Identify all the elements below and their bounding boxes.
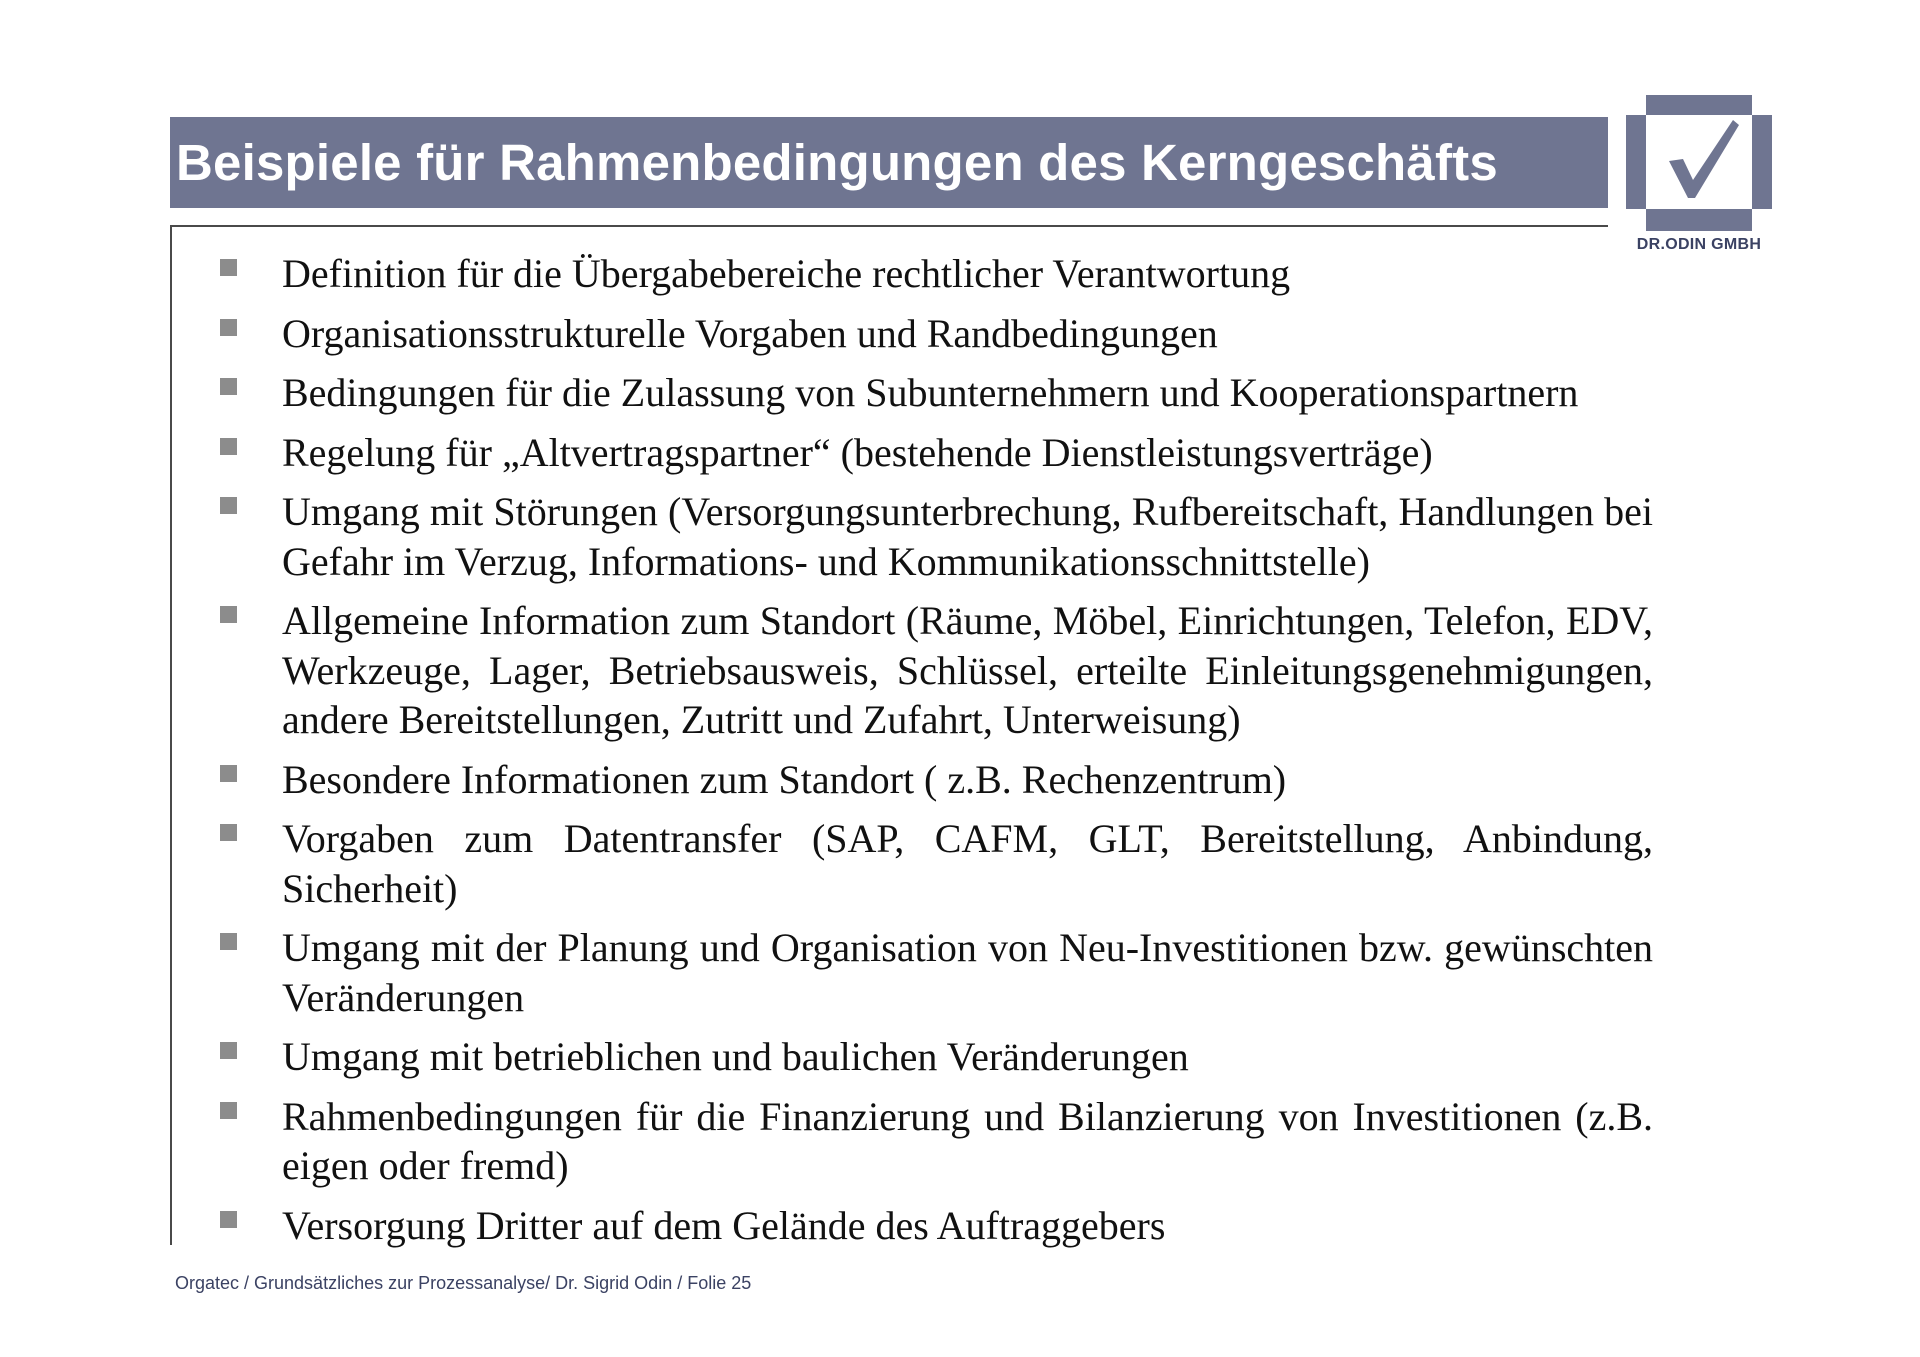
- list-item: [220, 487, 1653, 586]
- slide-title: Beispiele für Rahmenbedingungen des Kerngeschäfts: [176, 134, 1498, 191]
- list-item-text: Umgang mit betrieblichen und baulichen Veränderungen: [282, 1034, 1189, 1079]
- company-name: DR.ODIN GMBH: [1636, 236, 1762, 253]
- list-item: [220, 814, 1653, 913]
- list-item-text: Umgang mit der Planung und Organisation von Neu-Investitionen bzw. gewünschten Veränderungen: [282, 925, 1653, 1020]
- square-bullet-icon: [220, 765, 237, 782]
- list-item-text: Regelung für „Altvertragspartner“ (bestehende Dienstleistungsverträge): [282, 429, 1433, 475]
- checkmark-icon: [1626, 95, 1772, 231]
- square-bullet-icon: [220, 497, 237, 514]
- list-item: [220, 309, 1653, 359]
- list-item-text: Vorgaben zum Datentransfer (SAP, CAFM, GLT, Bereitstellung, Anbindung, Sicherheit): [282, 816, 1653, 911]
- list-item: [220, 1032, 1653, 1082]
- list-item: [220, 923, 1653, 1022]
- list-item: [220, 596, 1653, 745]
- list-item: [220, 755, 1653, 805]
- square-bullet-icon: [220, 933, 237, 950]
- square-bullet-icon: [220, 824, 237, 841]
- list-item: [220, 249, 1653, 299]
- list-item: [220, 368, 1653, 418]
- list-item-text: Rahmenbedingungen für die Finanzierung und Bilanzierung von Investitionen (z.B. eigen oder fremd): [282, 1093, 1653, 1188]
- list-item-text: Besondere Informationen zum Standort ( z.B. Rechenzentrum): [282, 756, 1287, 802]
- bullet-list: [220, 249, 1653, 1260]
- square-bullet-icon: [220, 606, 237, 623]
- square-bullet-icon: [220, 1042, 237, 1059]
- square-bullet-icon: [220, 1211, 237, 1228]
- list-item-text: Organisationsstrukturelle Vorgaben und Randbedingungen: [282, 310, 1218, 356]
- list-item-text: Bedingungen für die Zulassung von Subunternehmern und Kooperationspartnern: [282, 370, 1579, 415]
- title-bar: [170, 117, 1608, 208]
- list-item: [220, 428, 1653, 478]
- square-bullet-icon: [220, 259, 237, 276]
- slide-footer: Orgatec / Grundsätzliches zur Prozessanalyse/ Dr. Sigrid Odin / Folie 25: [175, 1273, 752, 1293]
- square-bullet-icon: [220, 1102, 237, 1119]
- list-item: [220, 1092, 1653, 1191]
- square-bullet-icon: [220, 438, 237, 455]
- list-item: [220, 1201, 1653, 1251]
- list-item-text: Definition für die Übergabebereiche rechtlicher Verantwortung: [282, 251, 1291, 296]
- square-bullet-icon: [220, 319, 237, 336]
- list-item-text: Versorgung Dritter auf dem Gelände des Auftraggebers: [282, 1202, 1166, 1248]
- square-bullet-icon: [220, 378, 237, 395]
- list-item-text: Umgang mit Störungen (Versorgungsunterbrechung, Rufbereitschaft, Handlungen bei Gefahr im Verzug, Informations- und Kommunikationsschnittstelle): [282, 489, 1653, 584]
- list-item-text: Allgemeine Information zum Standort (Räume, Möbel, Einrichtungen, Telefon, EDV, Werkzeuge, Lager, Betriebsausweis, Schlüssel, erteilte Einleitungsgenehmigungen, andere Bereitstellungen, Zutritt und Zufahrt, Unterweisung): [282, 598, 1653, 742]
